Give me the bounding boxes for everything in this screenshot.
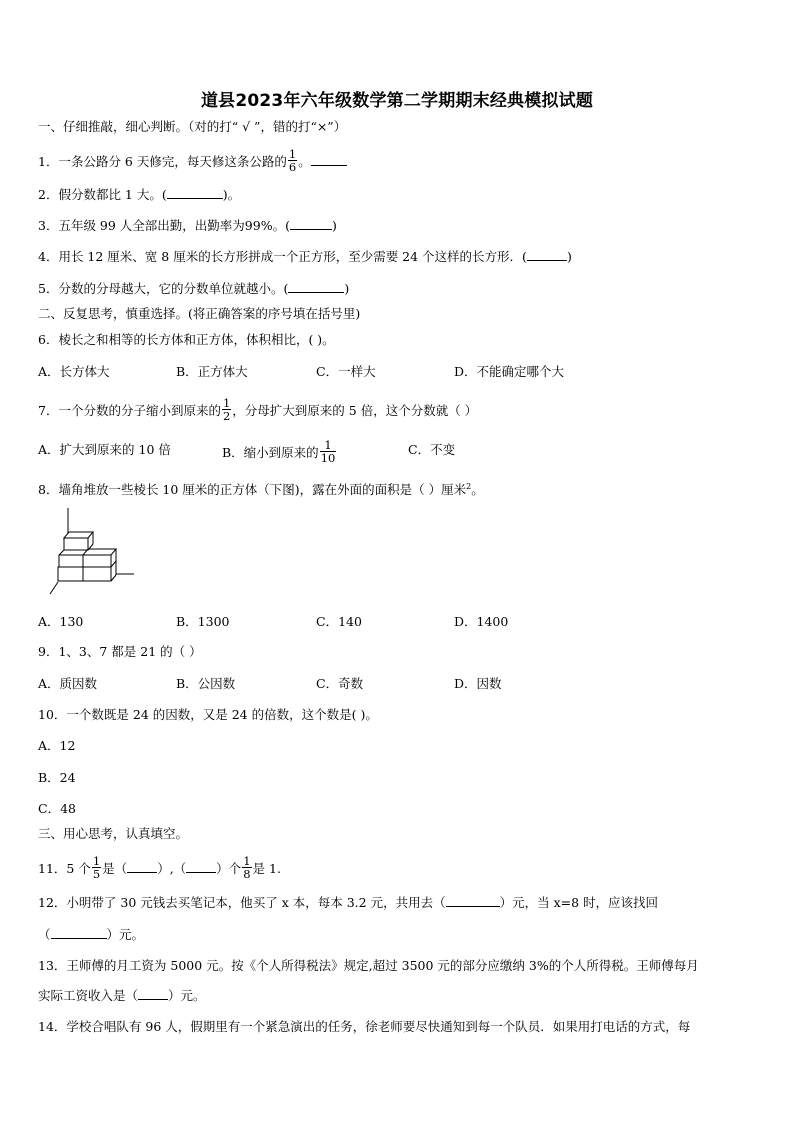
question-4: 4．用长 12 厘米、宽 8 厘米的长方形拼成一个正方形，至少需要 24 个这样的长方形．( ) xyxy=(38,249,572,264)
q8-option-a[interactable]: A．130 xyxy=(38,614,84,629)
q7-option-a[interactable]: A．扩大到原来的 10 倍 xyxy=(38,442,171,457)
question-1: 1．一条公路分 6 天修完，每天修这条公路的 $\frac{1}{6}$ 。 xyxy=(38,150,347,168)
question-8: 8．墙角堆放一些棱长 10 厘米的正方体（下图)，露在外面的面积是（ ）厘米$^2$。 xyxy=(38,482,484,498)
section-3-heading: 三、用心思考，认真填空。 xyxy=(38,826,189,841)
q11-fraction-2: $\frac{1}{8}$ xyxy=(243,854,251,881)
question-14-line-1: 14．学校合唱队有 96 人，假期里有一个紧急演出的任务，徐老师要尽快通知到每一个队员．如果用打电话的方式，每 xyxy=(38,1019,691,1034)
q6-option-c[interactable]: C．一样大 xyxy=(316,364,376,379)
q12-blank-2[interactable] xyxy=(51,926,107,939)
q7-option-b[interactable]: B．缩小到原来的 $\frac{1}{10}$ xyxy=(222,438,336,465)
question-12-line-1: 12．小明带了 30 元钱去买笔记本，他买了 x 本，每本 3.2 元，共用去（ ）元，当 x=8 时，应该找回 xyxy=(38,895,659,910)
q8-option-b[interactable]: B．1300 xyxy=(176,614,230,629)
question-7: 7．一个分数的分子缩小到原来的 $\frac{1}{2}$ ，分母扩大到原来的 5 倍，这个分数就（ ） xyxy=(38,396,478,423)
q1-fraction: $\frac{1}{6}$ xyxy=(288,147,297,174)
cube-stack-figure xyxy=(46,508,141,600)
q1-text: 1．一条公路分 6 天修完，每天修这条公路的 xyxy=(38,154,287,169)
section-1-heading: 一、仔细推敲，细心判断。（对的打“ √ ”，错的打“×”） xyxy=(38,119,347,134)
q6-option-b[interactable]: B．正方体大 xyxy=(176,364,248,379)
section-2-heading: 二、反复思考，慎重选择。(将正确答案的序号填在括号里) xyxy=(38,306,361,321)
q5-blank[interactable] xyxy=(288,280,344,293)
q12-blank-1[interactable] xyxy=(446,894,500,907)
q10-option-b[interactable]: B．24 xyxy=(38,770,76,785)
question-11: 11．5 个 $\frac{1}{5}$ 是（ ）,（ ）个 $\frac{1}{8}$ 是 1. xyxy=(38,854,281,881)
q8-option-d[interactable]: D．1400 xyxy=(454,614,509,629)
question-3: 3．五年级 99 人全部出勤，出勤率为99%。( ) xyxy=(38,218,337,233)
q7-option-c[interactable]: C．不变 xyxy=(408,442,456,457)
q1-blank[interactable] xyxy=(311,153,347,166)
question-13-line-2: 实际工资收入是（ ）元。 xyxy=(38,988,206,1003)
q6-option-a[interactable]: A．长方体大 xyxy=(38,364,110,379)
question-13-line-1: 13．王师傅的月工资为 5000 元。按《个人所得税法》规定,超过 3500 元的部分应缴纳 3%的个人所得税。王师傅每月 xyxy=(38,958,699,973)
question-12-line-2: （ ）元。 xyxy=(38,927,145,942)
q11-fraction-1: $\frac{1}{5}$ xyxy=(92,854,101,881)
q9-option-a[interactable]: A．质因数 xyxy=(38,676,98,691)
question-9: 9．1、3、7 都是 21 的（ ） xyxy=(38,644,202,659)
q13-blank[interactable] xyxy=(138,987,168,1000)
q11-blank-1[interactable] xyxy=(127,860,157,873)
q10-option-c[interactable]: C．48 xyxy=(38,801,76,816)
question-10: 10．一个数既是 24 的因数，又是 24 的倍数，这个数是( )。 xyxy=(38,707,378,722)
page-title: 道县2023年六年级数学第二学期期末经典模拟试题 xyxy=(200,91,594,111)
q7-option-b-fraction: $\frac{1}{10}$ xyxy=(320,438,336,465)
q11-blank-2[interactable] xyxy=(186,860,216,873)
question-5: 5．分数的分母越大，它的分数单位就越小。( ) xyxy=(38,281,350,296)
q9-option-d[interactable]: D．因数 xyxy=(454,676,502,691)
q2-blank[interactable] xyxy=(167,186,223,199)
question-6: 6．棱长之和相等的长方体和正方体，体积相比，( )。 xyxy=(38,332,335,347)
q7-fraction: $\frac{1}{2}$ xyxy=(222,396,231,423)
q9-option-c[interactable]: C．奇数 xyxy=(316,676,364,691)
q8-option-c[interactable]: C．140 xyxy=(316,614,362,629)
question-2: 2．假分数都比 1 大。( )。 xyxy=(38,187,241,202)
q10-option-a[interactable]: A．12 xyxy=(38,738,76,753)
q4-blank[interactable] xyxy=(527,248,567,261)
q9-option-b[interactable]: B．公因数 xyxy=(176,676,236,691)
q3-blank[interactable] xyxy=(290,217,332,230)
q6-option-d[interactable]: D．不能确定哪个大 xyxy=(454,364,565,379)
